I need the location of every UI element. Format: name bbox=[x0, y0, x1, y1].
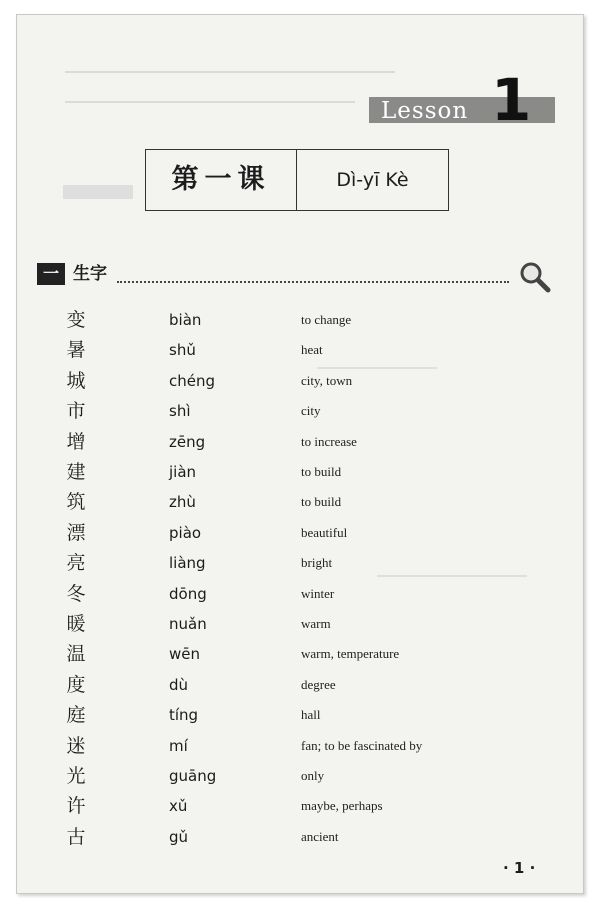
vocab-hanzi: 光 bbox=[66, 765, 86, 787]
vocab-hanzi: 温 bbox=[66, 643, 86, 666]
vocab-row bbox=[17, 305, 583, 335]
vocab-hanzi: 冬 bbox=[66, 582, 86, 605]
vocab-row bbox=[17, 700, 583, 730]
vocab-hanzi: 暑 bbox=[66, 339, 86, 362]
vocab-english: only bbox=[301, 768, 325, 783]
page-number: · 1 · bbox=[503, 859, 536, 877]
vocab-pinyin: xǔ bbox=[169, 797, 188, 816]
vocab-hanzi: 城 bbox=[66, 369, 86, 392]
book-page bbox=[16, 14, 584, 894]
magnifier-icon bbox=[517, 259, 551, 293]
vocab-hanzi: 暖 bbox=[66, 613, 86, 635]
vocab-row bbox=[17, 548, 583, 578]
vocab-pinyin: chéng bbox=[169, 371, 216, 390]
vocab-english: city, town bbox=[301, 372, 353, 388]
vocab-row bbox=[17, 579, 583, 609]
vocab-hanzi: 亮 bbox=[66, 552, 86, 575]
vocab-pinyin: shì bbox=[169, 402, 191, 421]
lesson-number: 1 bbox=[491, 66, 532, 134]
vocab-pinyin: zhù bbox=[169, 493, 196, 512]
vocab-pinyin: gǔ bbox=[169, 827, 189, 846]
vocab-pinyin: zēng bbox=[169, 432, 206, 451]
vocab-hanzi: 庭 bbox=[66, 704, 86, 727]
vocab-english: to build bbox=[301, 464, 342, 479]
bleed-through-mark bbox=[63, 185, 133, 199]
vocab-hanzi: 变 bbox=[66, 309, 86, 331]
vocab-english: heat bbox=[301, 342, 323, 358]
lesson-label: Lesson bbox=[381, 98, 469, 124]
vocab-pinyin: tíng bbox=[169, 706, 199, 725]
bleed-through-mark bbox=[65, 101, 355, 113]
vocab-english: degree bbox=[301, 676, 336, 692]
vocab-hanzi: 古 bbox=[66, 825, 86, 848]
vocab-hanzi: 许 bbox=[66, 795, 86, 818]
vocab-english: fan; to be fascinated by bbox=[301, 737, 423, 753]
lesson-title-box bbox=[145, 149, 449, 211]
vocab-pinyin: dù bbox=[169, 675, 189, 694]
vocab-pinyin: biàn bbox=[169, 311, 202, 329]
vocab-english: maybe, perhaps bbox=[301, 798, 383, 814]
vocab-pinyin: nuǎn bbox=[169, 615, 207, 633]
vocab-row bbox=[17, 670, 583, 700]
vocab-row bbox=[17, 487, 583, 517]
bleed-through-mark bbox=[65, 71, 395, 83]
lesson-title-pinyin: Dì-yī Kè bbox=[336, 169, 409, 191]
vocab-hanzi: 漂 bbox=[66, 521, 86, 544]
vocab-pinyin: dōng bbox=[169, 584, 207, 603]
vocab-row bbox=[17, 731, 583, 761]
section-dotted-leader bbox=[117, 281, 509, 283]
vocab-hanzi: 市 bbox=[66, 400, 86, 423]
section-number-marker: 一 bbox=[37, 263, 65, 285]
vocab-english: to build bbox=[301, 494, 342, 510]
vocab-english: warm bbox=[301, 616, 331, 631]
vocab-english: warm, temperature bbox=[301, 646, 400, 662]
vocab-english: ancient bbox=[301, 828, 339, 844]
vocab-english: to increase bbox=[301, 433, 357, 449]
vocab-pinyin: jiàn bbox=[169, 463, 197, 481]
vocab-hanzi: 筑 bbox=[66, 491, 86, 514]
vocab-row bbox=[17, 366, 583, 396]
vocab-pinyin: wēn bbox=[169, 645, 201, 664]
vocab-hanzi: 度 bbox=[66, 673, 86, 696]
vocab-pinyin: shǔ bbox=[169, 341, 196, 360]
vocab-row bbox=[17, 609, 583, 639]
vocab-row bbox=[17, 822, 583, 852]
vocab-hanzi: 建 bbox=[66, 461, 86, 483]
vocab-row bbox=[17, 335, 583, 365]
vocab-row bbox=[17, 457, 583, 487]
vocab-row bbox=[17, 761, 583, 791]
vocab-row bbox=[17, 518, 583, 548]
vocab-row bbox=[17, 396, 583, 426]
vocab-english: winter bbox=[301, 585, 335, 601]
vocab-row bbox=[17, 791, 583, 821]
vocab-pinyin: guāng bbox=[169, 767, 217, 785]
vocab-english: beautiful bbox=[301, 524, 348, 540]
vocab-row bbox=[17, 427, 583, 457]
lesson-title-chinese: 第一课 bbox=[171, 164, 271, 195]
vocab-english: bright bbox=[301, 555, 333, 571]
vocab-english: to change bbox=[301, 312, 352, 327]
vocab-pinyin: liàng bbox=[169, 554, 206, 573]
vocab-english: city bbox=[301, 403, 321, 419]
vocab-hanzi: 迷 bbox=[66, 734, 86, 757]
vocab-pinyin: piào bbox=[169, 523, 202, 542]
section-heading: 生字 bbox=[73, 264, 107, 284]
vocab-hanzi: 增 bbox=[66, 430, 86, 453]
vocab-english: hall bbox=[301, 707, 321, 723]
vocab-row bbox=[17, 639, 583, 669]
vocab-pinyin: mí bbox=[169, 736, 188, 755]
